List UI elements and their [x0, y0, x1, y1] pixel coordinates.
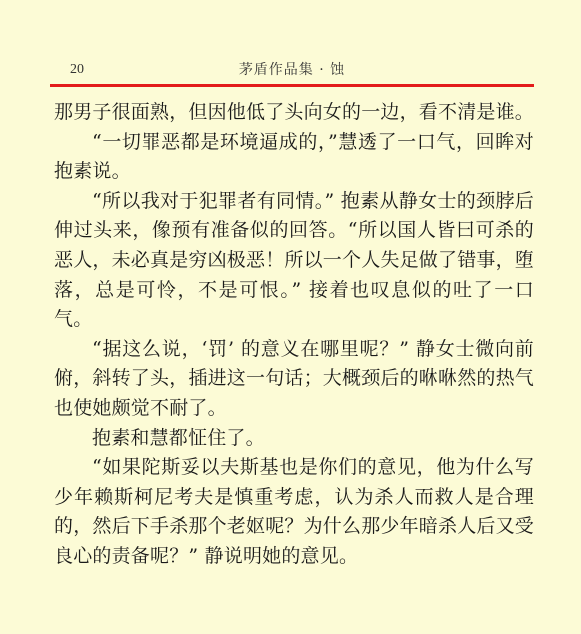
paragraph: “所以我对于犯罪者有同情。” 抱素从静女士的颈脖后伸过头来，像预有准备似的回答。“所以国人皆曰可杀的恶人，未必真是穷凶极恶！所以一个人失足做了错事，堕落，总是可怜，不是可恨。” 接着也叹息似的吐了一口气。 [54, 189, 535, 331]
body-text [54, 98, 534, 572]
page-header [50, 62, 534, 84]
paragraph: 那男子很面熟，但因他低了头向女的一边，看不清是谁。 [54, 101, 535, 123]
page-number: 20 [70, 62, 84, 77]
running-title: 茅盾作品集 · 蚀 [238, 62, 346, 78]
header-rule [50, 84, 534, 87]
paragraph: 抱素和慧都怔住了。 [92, 426, 265, 449]
paragraph: “据这么说，‘罚’ 的意义在哪里呢？” 静女士微向前俯，斜转了头，插进这一句话；大概颈后的咻咻然的热气也使她颇觉不耐了。 [54, 337, 535, 419]
paragraph: “如果陀斯妥以夫斯基也是你们的意见，他为什么写少年赖斯柯尼考夫是慎重考虑，认为杀人而救人是合理的，然后下手杀那个老妪呢？为什么那少年暗杀人后又受良心的责备呢？” 静说明她的意见。 [54, 456, 535, 567]
paragraph: “一切罪恶都是环境逼成的，”慧透了一口气，回眸对抱素说。 [54, 130, 534, 183]
